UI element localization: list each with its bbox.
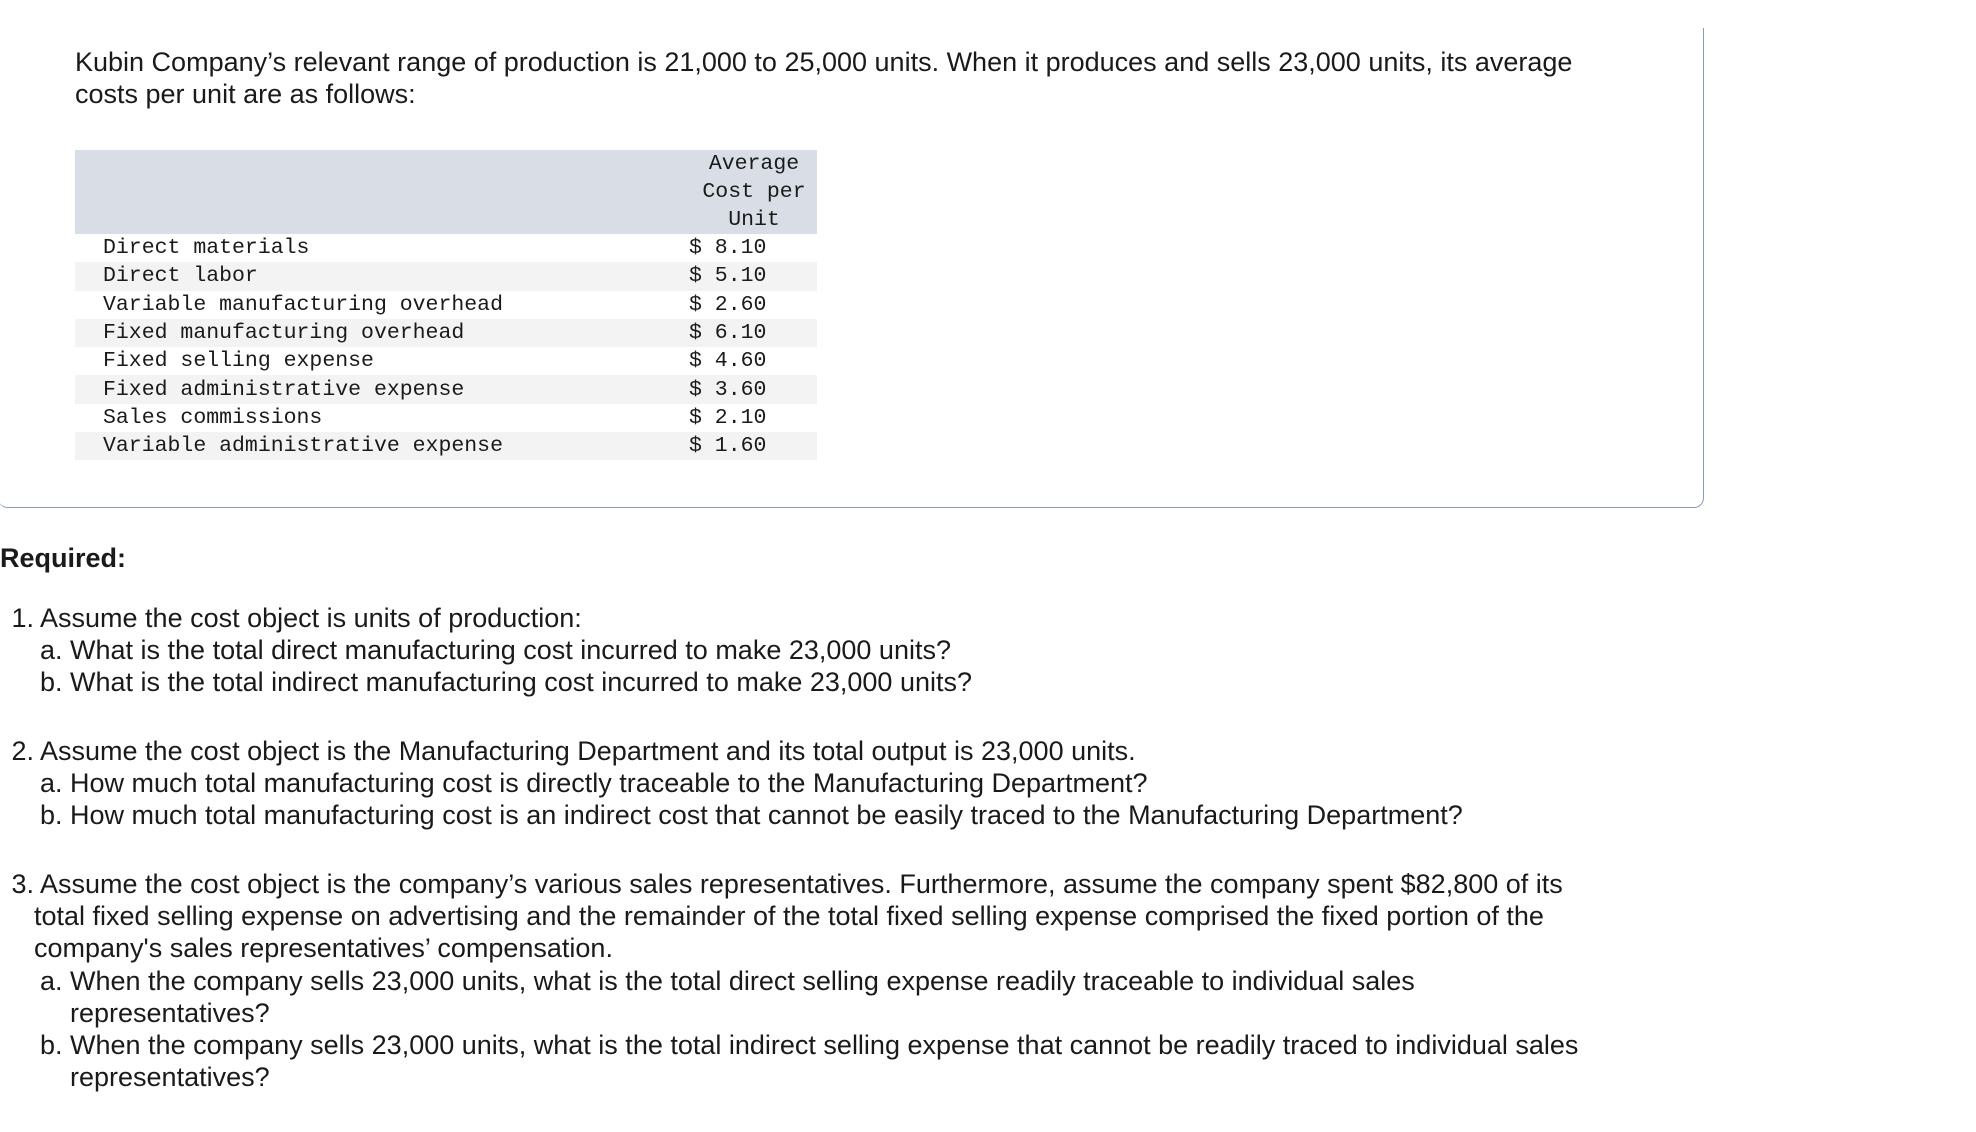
table-row [75, 404, 817, 432]
question-2b: b. How much total manufacturing cost is an indirect cost that cannot be easily traced to the Manufacturing Department? [40, 800, 1463, 831]
table-row [75, 262, 817, 290]
question-1a: a. What is the total direct manufacturing cost incurred to make 23,000 units? [40, 635, 951, 666]
cost-item-label: Direct labor [75, 262, 663, 290]
table-header-blank [75, 150, 663, 234]
table-row [75, 432, 817, 460]
table-header-row [75, 150, 817, 234]
cost-item-value: $ 2.60 [689, 292, 767, 317]
question-3 [0, 868, 1690, 1093]
cost-item-value: $ 1.60 [663, 432, 817, 460]
table-header-average-cost: Average Cost per Unit [663, 150, 817, 234]
question-text-cont: total fixed selling expense on advertising and the remainder of the total fixed selling expense comprised the fixed portion of the [34, 901, 1544, 932]
question-3b: b. When the company sells 23,000 units, what is the total indirect selling expense that cannot be readily traced to individual sales [40, 1030, 1579, 1061]
cost-item-label: Sales commissions [103, 405, 323, 430]
cost-item-value: $ 4.60 [689, 349, 767, 374]
table-row [75, 291, 817, 319]
cost-item-label: Variable administrative expense [75, 432, 663, 460]
question-1 [0, 602, 1690, 699]
question-1b: b. What is the total indirect manufacturing cost incurred to make 23,000 units? [40, 667, 972, 698]
cost-item-label: Fixed administrative expense [75, 375, 663, 403]
required-heading: Required: [0, 543, 127, 573]
cost-table [75, 150, 817, 460]
table-row [75, 234, 817, 262]
cost-item-label: Direct materials [103, 236, 310, 261]
cost-item-value: $ 5.10 [663, 262, 817, 290]
question-3a: a. When the company sells 23,000 units, what is the total direct selling expense readily traceable to individual sales [40, 965, 1415, 996]
cost-item-value: $ 6.10 [663, 319, 817, 347]
question-number: 3. [11, 869, 34, 899]
table-row [75, 347, 817, 375]
cost-item-value: $ 2.10 [689, 405, 767, 430]
question-3a-cont: representatives? [70, 997, 270, 1028]
question-text: Assume the cost object is the Manufacturing Department and its total output is 23,000 units. [40, 736, 1136, 766]
question-number: 1. [11, 603, 34, 633]
question-text: Assume the cost object is units of production: [40, 603, 582, 633]
question-3b-cont: representatives? [70, 1062, 270, 1093]
problem-intro: Kubin Company’s relevant range of production is 21,000 to 25,000 units. When it produces and sells 23,000 units, its average costs per unit are as follows: [75, 47, 1573, 109]
cost-item-label: Fixed selling expense [103, 349, 374, 374]
cost-item-value: $ 3.60 [663, 375, 817, 403]
question-2 [0, 735, 1690, 832]
cost-item-label: Fixed manufacturing overhead [75, 319, 663, 347]
question-text: Assume the cost object is the company’s various sales representatives. Furthermore, assume the company spent $82,800 of its [40, 869, 1563, 899]
table-row [75, 375, 817, 403]
table-row [75, 319, 817, 347]
cost-item-label: Variable manufacturing overhead [103, 292, 503, 317]
question-text-cont: company's sales representatives’ compensation. [34, 933, 613, 964]
question-number: 2. [11, 736, 34, 766]
cost-item-value: $ 8.10 [689, 236, 767, 261]
question-2a: a. How much total manufacturing cost is directly traceable to the Manufacturing Department? [40, 768, 1148, 799]
